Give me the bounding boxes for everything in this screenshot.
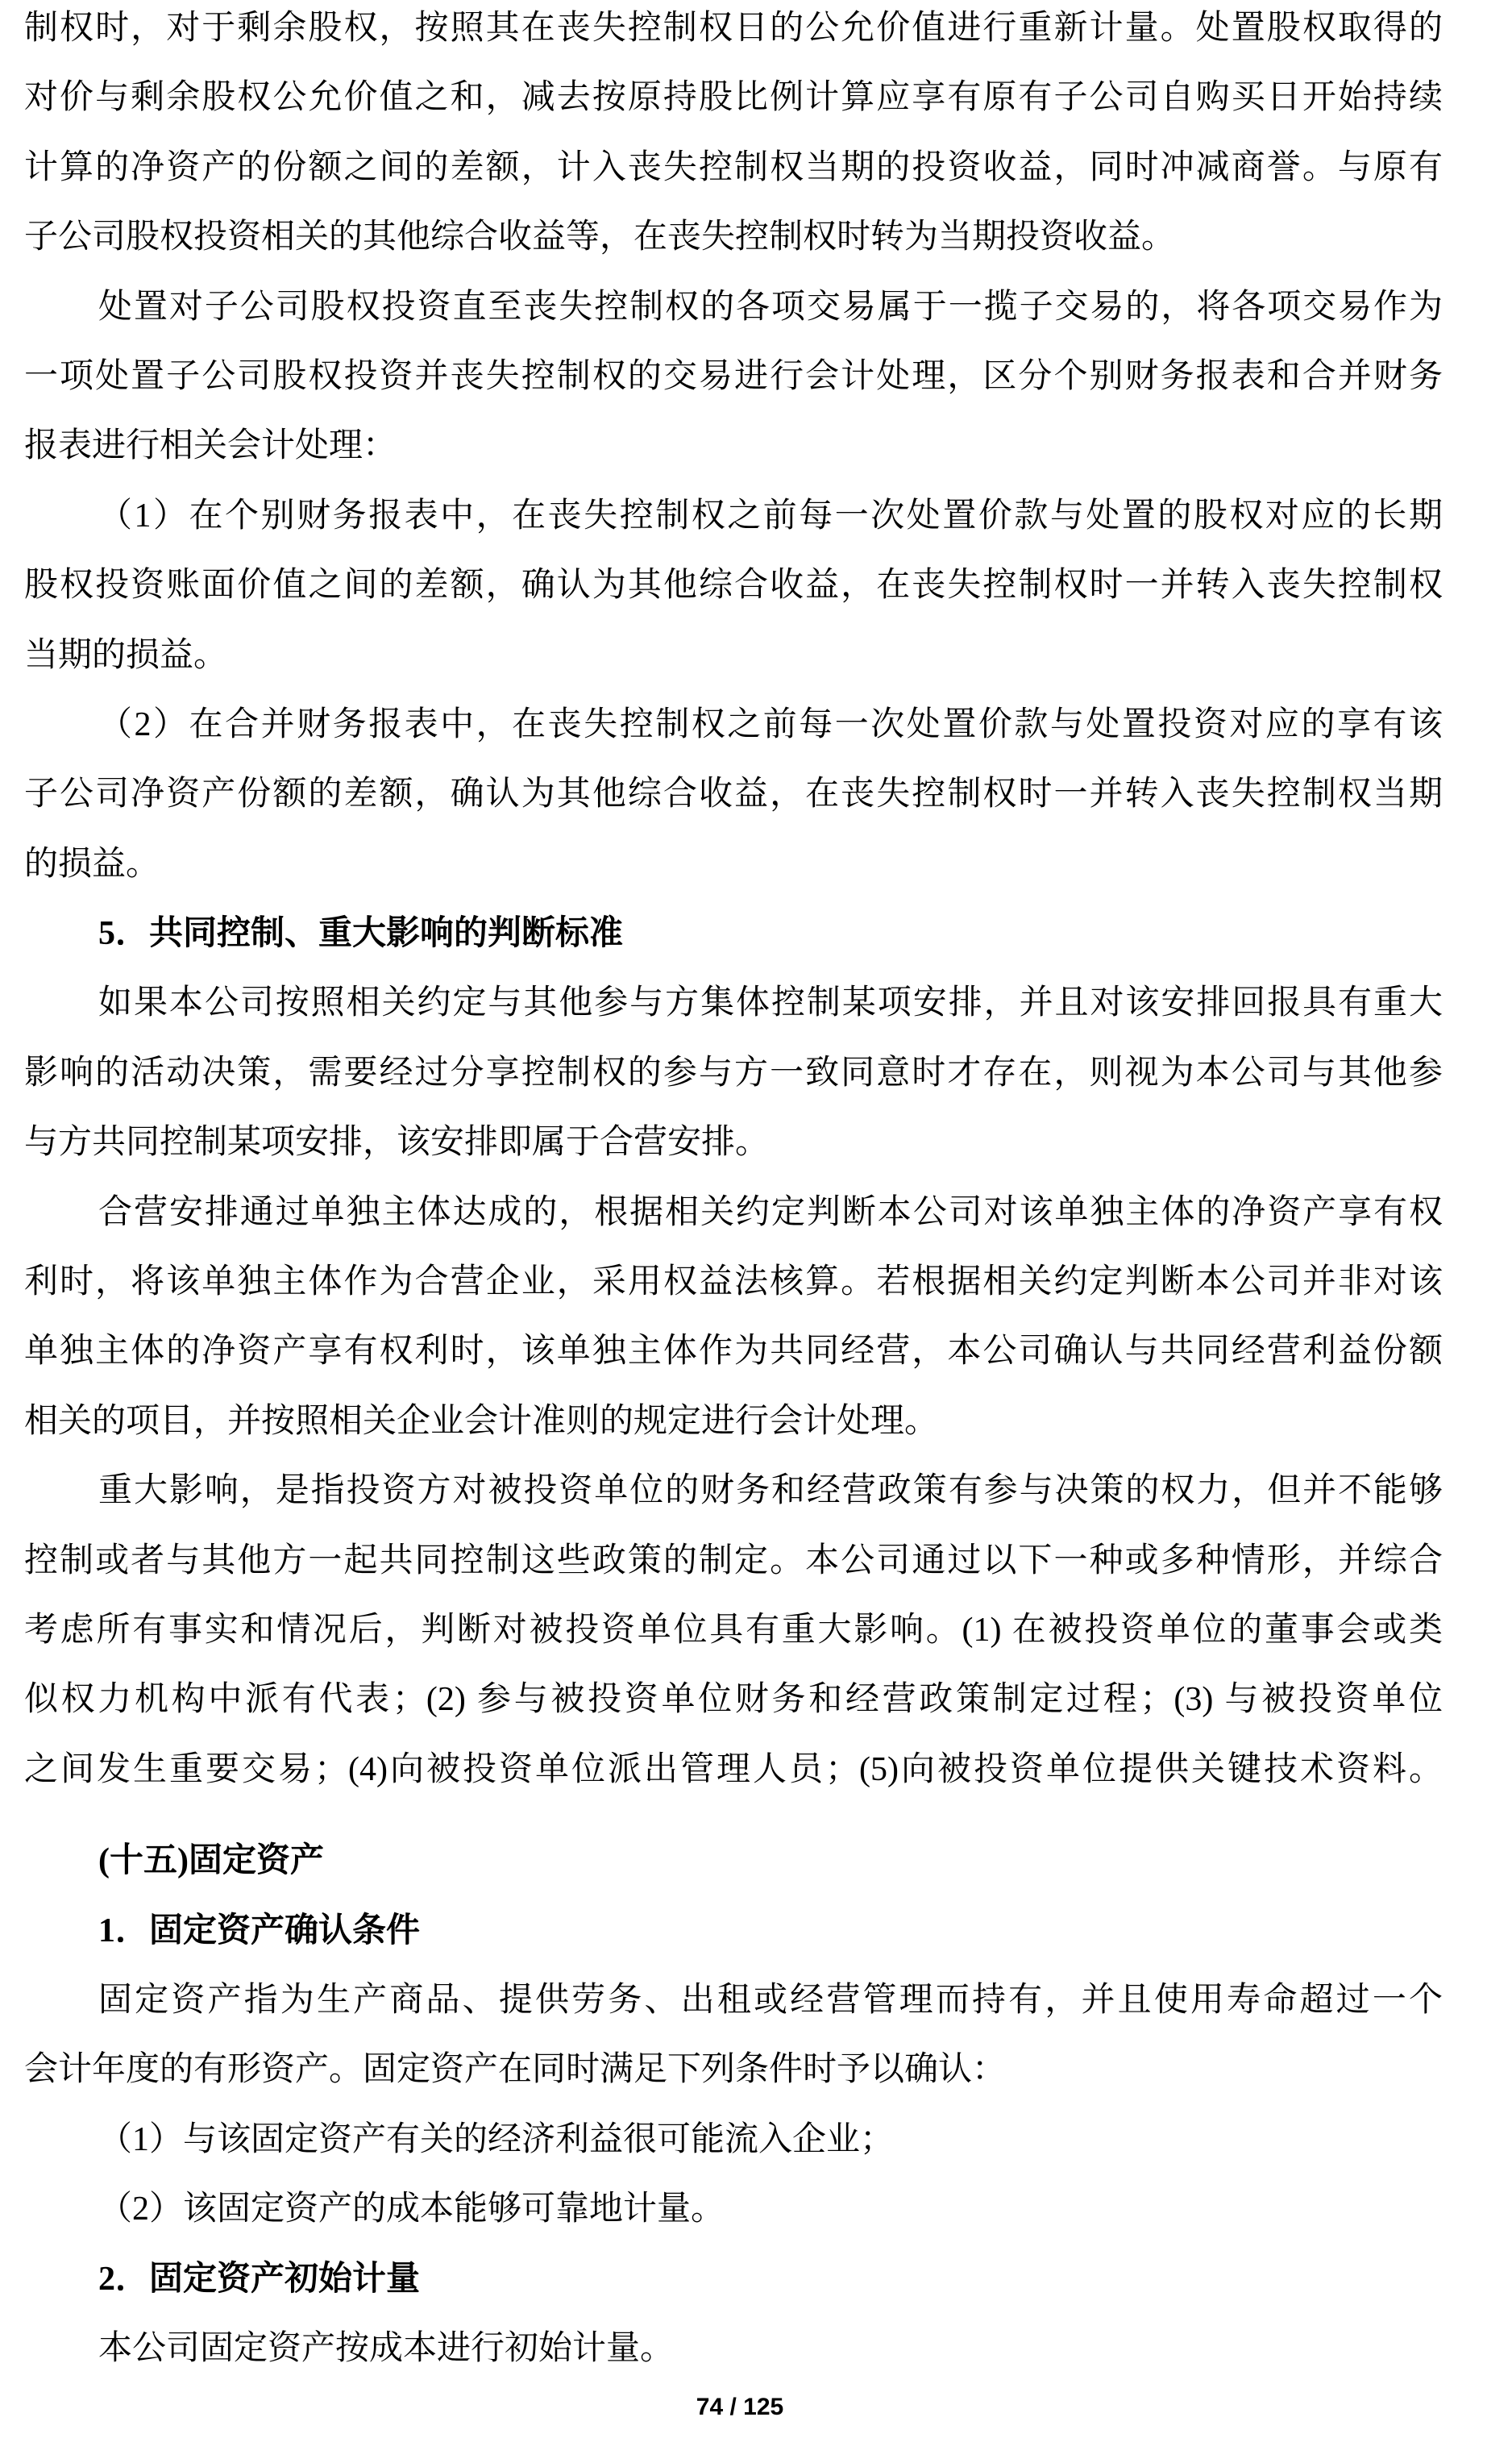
text-line: 与方共同控制某项安排，该安排即属于合营安排。 [24, 1124, 770, 1162]
heading-recognition-conditions: 1．固定资产确认条件 [98, 1912, 421, 1949]
paragraph-separate-statements [24, 481, 1443, 690]
text-line: 重大影响，是指投资方对被投资单位的财务和经营政策有参与决策的权力，但并不能够 [98, 1472, 1443, 1510]
text-line: 一项处置子公司股权投资并丧失控制权的交易进行会计处理，区分个别财务报表和合并财务 [24, 357, 1443, 395]
text-line: 制权时，对于剩余股权，按照其在丧失控制权日的公允价值进行重新计量。处置股权取得的 [24, 10, 1443, 47]
paragraph-recognition [24, 1966, 1443, 2105]
heading-initial-measurement: 2．固定资产初始计量 [98, 2260, 421, 2298]
text-line: 报表进行相关会计处理： [24, 427, 397, 465]
paragraph-joint-control [24, 968, 1443, 1177]
paragraph-continuation [24, 0, 1443, 273]
text-line: 子公司净资产份额的差额，确认为其他综合收益，在丧失控制权时一并转入丧失控制权当期 [24, 776, 1443, 813]
condition-item-1: （1）与该固定资产有关的经济利益很可能流入企业； [98, 2120, 895, 2158]
text-line: 似权力机构中派有代表；(2) 参与被投资单位财务和经营政策制定过程；(3) 与被投资单位 [24, 1681, 1443, 1719]
text-line: 对价与剩余股权公允价值之和，减去按原持股比例计算应享有原有子公司自购买日开始持续 [24, 79, 1443, 117]
text-line: 单独主体的净资产享有权利时，该单独主体作为共同经营，本公司确认与共同经营利益份额 [24, 1333, 1443, 1371]
page-number: 74 / 125 [696, 2394, 784, 2420]
text-line: 当期的损益。 [24, 636, 228, 674]
condition-item-2: （2）该固定资产的成本能够可靠地计量。 [98, 2190, 725, 2228]
text-line: 相关的项目，并按照相关企业会计准则的规定进行会计处理。 [24, 1402, 939, 1440]
text-line: 股权投资账面价值之间的差额，确认为其他综合收益，在丧失控制权时一并转入丧失控制权 [24, 567, 1443, 605]
text-line: 处置对子公司股权投资直至丧失控制权的各项交易属于一揽子交易的，将各项交易作为 [98, 288, 1443, 326]
text-line: （2）在合并财务报表中，在丧失控制权之前每一次处置价款与处置投资对应的享有该 [98, 705, 1443, 743]
text-line: 会计年度的有形资产。固定资产在同时满足下列条件时予以确认： [24, 2051, 1007, 2089]
text-line: 控制或者与其他方一起共同控制这些政策的制定。本公司通过以下一种或多种情形，并综合 [24, 1541, 1443, 1579]
heading-joint-control: 5．共同控制、重大影响的判断标准 [98, 915, 624, 953]
paragraph-joint-arrangement [24, 1178, 1443, 1457]
paragraph-initial-measurement: 本公司固定资产按成本进行初始计量。 [98, 2329, 675, 2367]
paragraph-package-deal [24, 273, 1443, 481]
text-line: 合营安排通过单独主体达成的，根据相关约定判断本公司对该单独主体的净资产享有权 [98, 1193, 1443, 1231]
section-heading-fixed-assets: (十五)固定资产 [98, 1842, 324, 1880]
text-line: 如果本公司按照相关约定与其他参与方集体控制某项安排，并且对该安排回报具有重大 [98, 984, 1443, 1022]
text-line: 利时，将该单独主体作为合营企业，采用权益法核算。若根据相关约定判断本公司并非对该 [24, 1263, 1443, 1301]
text-line: 固定资产指为生产商品、提供劳务、出租或经营管理而持有，并且使用寿命超过一个 [98, 1981, 1443, 2019]
text-line: 的损益。 [24, 845, 160, 883]
text-line: 子公司股权投资相关的其他综合收益等，在丧失控制权时转为当期投资收益。 [24, 218, 1176, 256]
text-line: 计算的净资产的份额之间的差额，计入丧失控制权当期的投资收益，同时冲减商誉。与原有 [24, 148, 1443, 186]
paragraph-significant-influence [24, 1456, 1443, 1804]
paragraph-consolidated-statements [24, 690, 1443, 899]
page-body [24, 0, 1443, 2383]
text-line: 之间发生重要交易；(4)向被投资单位派出管理人员；(5)向被投资单位提供关键技术资料。 [24, 1750, 1443, 1788]
text-line: （1）在个别财务报表中，在丧失控制权之前每一次处置价款与处置的股权对应的长期 [98, 497, 1443, 535]
text-line: 考虑所有事实和情况后，判断对被投资单位具有重大影响。(1) 在被投资单位的董事会或类 [24, 1611, 1443, 1649]
text-line: 影响的活动决策，需要经过分享控制权的参与方一致同意时才存在，则视为本公司与其他参 [24, 1054, 1443, 1092]
